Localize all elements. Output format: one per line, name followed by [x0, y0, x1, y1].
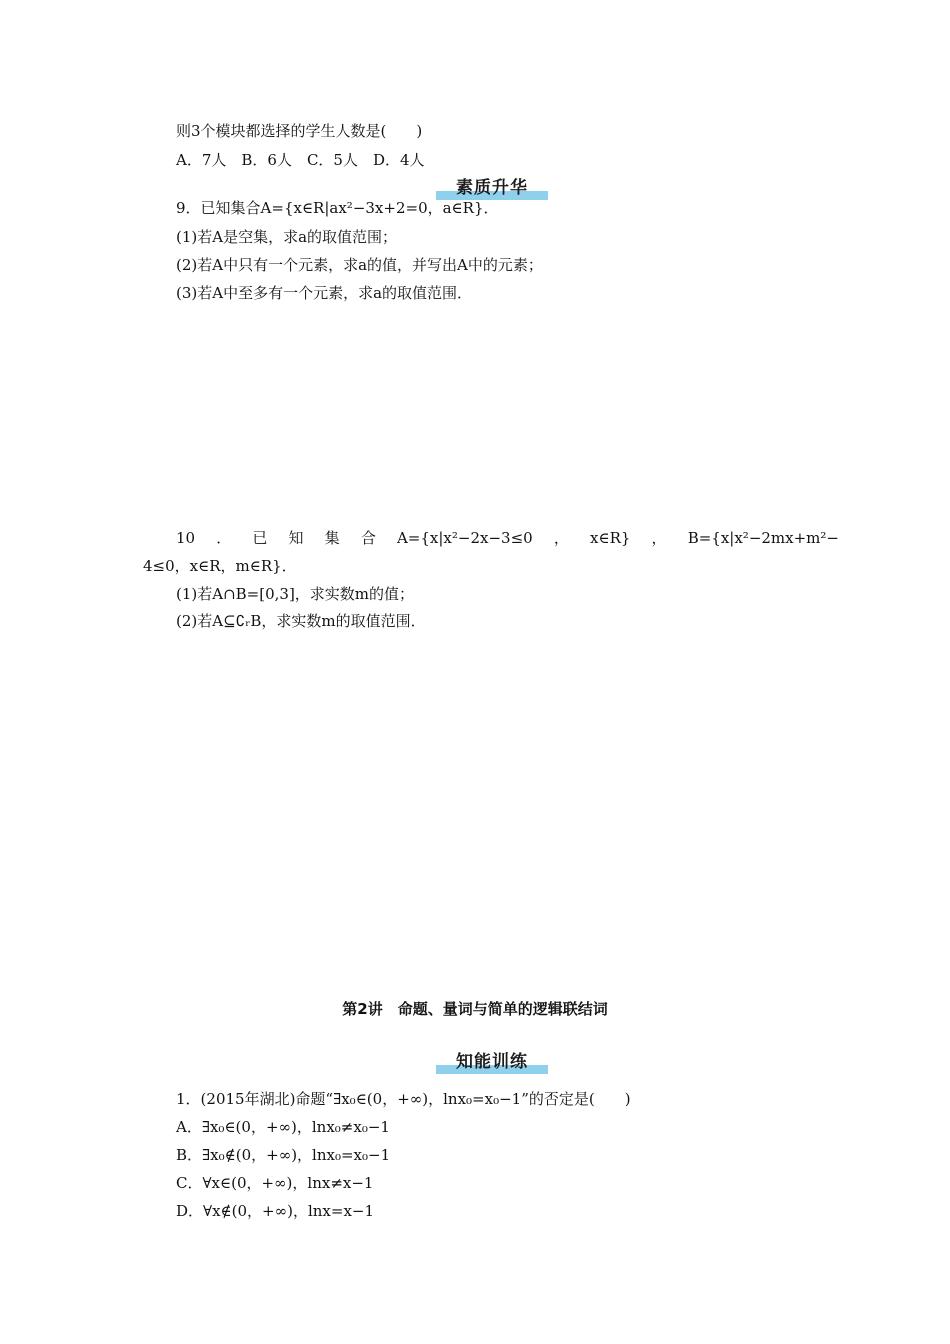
- banner-quality-label: 素质升华: [456, 178, 528, 198]
- q8-options: A．7人 B．6人 C．5人 D．4人: [176, 151, 425, 169]
- q1-option-a: A．∃x₀∈(0，+∞)，lnx₀≠x₀−1: [176, 1118, 390, 1136]
- q10-stem-line2: 4≤0，x∈R，m∈R}．: [143, 557, 297, 575]
- q10-part2: (2)若A⊆∁ᵣB，求实数m的取值范围．: [176, 612, 426, 630]
- banner-skills: [436, 1052, 548, 1074]
- q9-part2: (2)若A中只有一个元素，求a的值，并写出A中的元素；: [176, 256, 543, 274]
- q10-stem-line1: 10．已知集合A={x|x²−2x−3≤0，x∈R}，B={x|x²−2mx+m²−: [176, 529, 839, 547]
- banner-quality: [436, 178, 548, 200]
- q1-option-c: C．∀x∈(0，+∞)，lnx≠x−1: [176, 1174, 374, 1192]
- section-heading: 第2讲 命题、量词与简单的逻辑联结词: [342, 1000, 608, 1018]
- q9-stem: 9．已知集合A={x∈R|ax²−3x+2=0，a∈R}．: [176, 199, 499, 217]
- q9-part1: (1)若A是空集，求a的取值范围；: [176, 228, 398, 246]
- banner-skills-label: 知能训练: [456, 1052, 528, 1072]
- q1-option-d: D．∀x∉(0，+∞)，lnx=x−1: [176, 1202, 375, 1220]
- q10-part1: (1)若A∩B=[0,3]，求实数m的值；: [176, 585, 415, 603]
- q9-part3: (3)若A中至多有一个元素，求a的取值范围．: [176, 284, 473, 302]
- q8-stem: 则3个模块都选择的学生人数是( ): [176, 122, 423, 140]
- q1-option-b: B．∃x₀∉(0，+∞)，lnx₀=x₀−1: [176, 1146, 391, 1164]
- q1-stem: 1．(2015年湖北)命题“∃x₀∈(0，+∞)，lnx₀=x₀−1”的否定是( ): [176, 1090, 631, 1108]
